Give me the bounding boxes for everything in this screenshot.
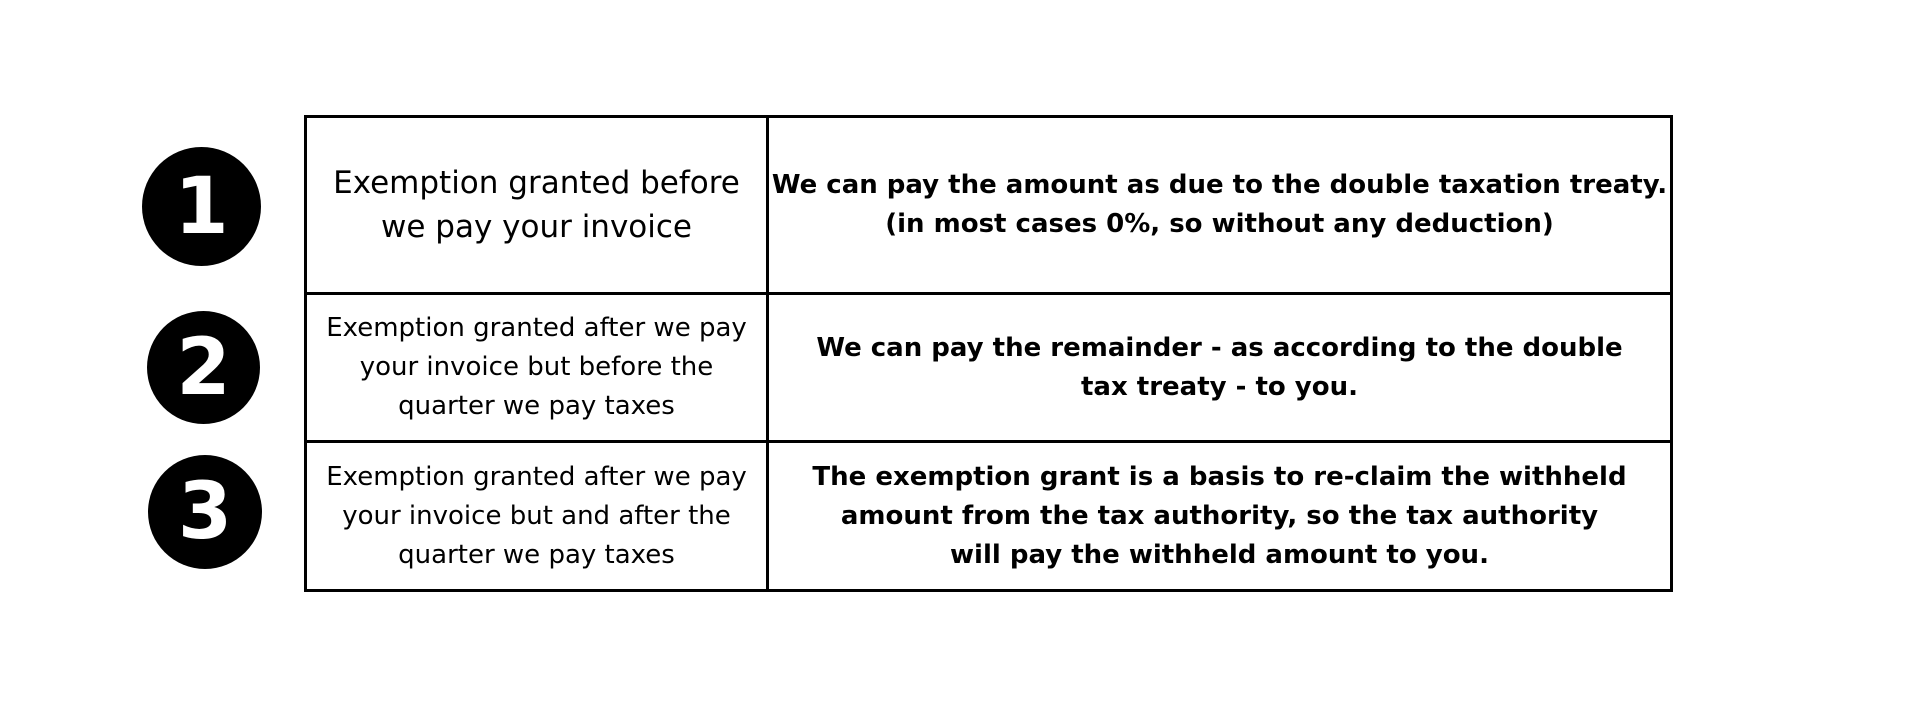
outcome-cell-2 [769, 295, 1670, 440]
table-row [307, 118, 1670, 292]
condition-cell-2 [307, 295, 766, 440]
outcome-cell-3 [769, 443, 1670, 589]
outcome-text-line: tax treaty - to you. [1080, 371, 1359, 402]
condition-text-line: Exemption granted before [333, 165, 740, 201]
condition-cell-1 [307, 118, 766, 292]
step-1-number: 1 [174, 161, 229, 252]
condition-text-line: your invoice but before the [359, 352, 714, 382]
outcome-text-line: amount from the tax authority, so the tax authority [840, 500, 1599, 531]
step-1-badge [142, 147, 261, 266]
condition-text-line: quarter we pay taxes [398, 539, 675, 570]
step-3-number: 3 [177, 467, 233, 557]
condition-text-line: Exemption granted after we pay [326, 313, 747, 343]
condition-text-line: your invoice but and after the [342, 500, 731, 531]
outcome-text-line: (in most cases 0%, so without any deduction) [885, 209, 1554, 239]
outcome-text-line: We can pay the amount as due to the double taxation treaty. [771, 170, 1668, 200]
condition-cell-3 [307, 443, 766, 589]
step-2-number: 2 [176, 322, 231, 413]
table-row [307, 443, 1670, 589]
outcome-text-line: We can pay the remainder - as according to the double [816, 332, 1623, 363]
outcome-text-line: The exemption grant is a basis to re-claim the withheld [812, 461, 1627, 492]
step-2-badge [147, 311, 260, 424]
condition-text-line: quarter we pay taxes [398, 391, 675, 421]
outcome-cell-1 [769, 118, 1670, 292]
step-3-badge [148, 455, 262, 569]
exemption-table [304, 115, 1673, 592]
outcome-text-line: will pay the withheld amount to you. [950, 539, 1489, 570]
table-row [307, 295, 1670, 440]
condition-text-line: Exemption granted after we pay [326, 461, 747, 492]
condition-text-line: we pay your invoice [380, 209, 692, 245]
